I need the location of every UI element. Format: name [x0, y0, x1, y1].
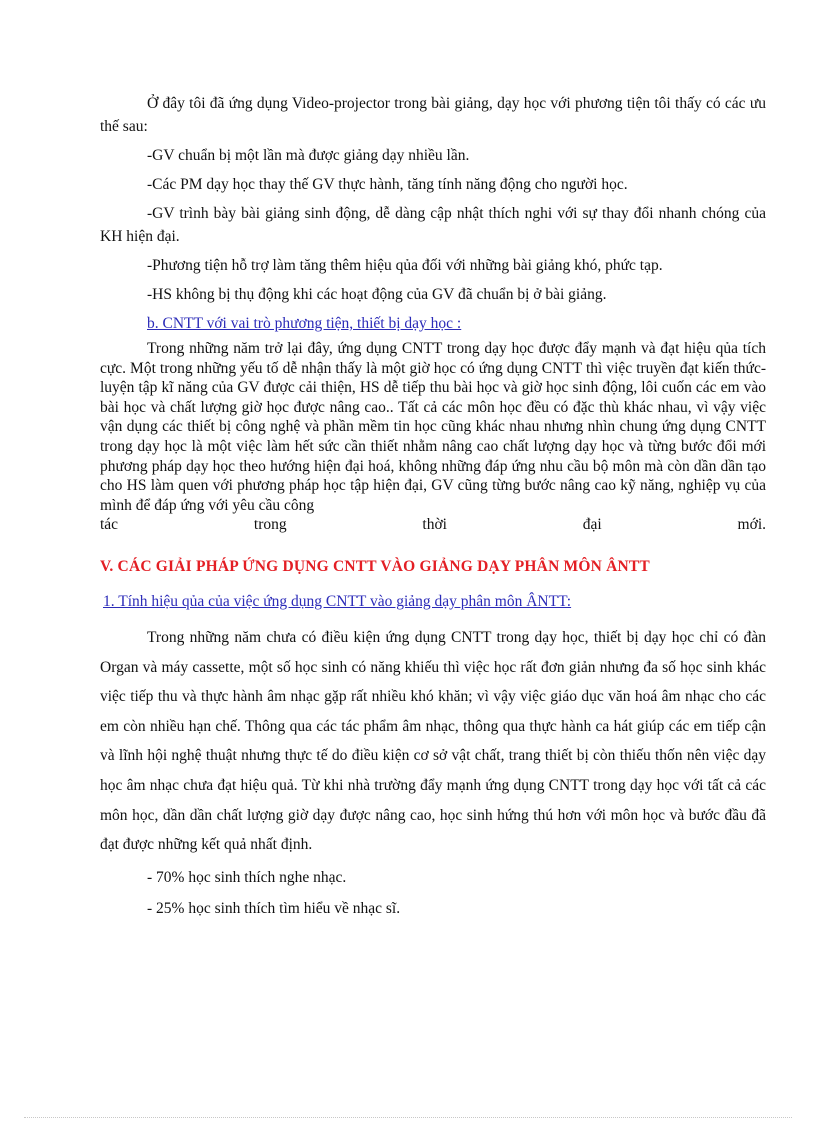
list-item: -GV trình bày bài giảng sinh động, dễ dàng cập nhật thích nghi với sự thay đổi nhanh chóng của KH hiện đại.	[100, 205, 766, 245]
section-v-paragraph: Trong những năm chưa có điều kiện ứng dụng CNTT trong dạy học, thiết bị dạy học chỉ có đàn Organ và máy cassette, một số học sinh có năng khiếu thì việc học rất đơn giản nhưng đa số học sinh khác việc tiếp thu và thực hành âm nhạc gặp rất nhiều khó khăn; vì vậy việc giáo dục văn hoá âm nhạc cho các em còn nhiều hạn chế. Thông qua các tác phẩm âm nhạc, thông qua thực hành ca hát giúp các em tiếp cận và lĩnh hội nghệ thuật nhưng thực tế do điều kiện cơ sở vật chất, trang thiết bị còn thiếu thốn nên việc dạy học âm nhạc chưa đạt hiệu quả. Từ khi nhà trường đẩy mạnh ứng dụng CNTT trong dạy học với tất cả các môn học, dần dần chất lượng giờ dạy được nâng cao, học sinh hứng thú hơn với môn học và bước đầu đã đạt được những kết quả nhất định.	[100, 628, 766, 854]
document-page	[100, 92, 766, 928]
list-item: -GV chuẩn bị một lần mà được giảng dạy nhiều lần.	[147, 147, 470, 164]
list-item: -Các PM dạy học thay thế GV thực hành, tăng tính năng động cho người học.	[147, 176, 628, 193]
section-v-subheading[interactable]: 1. Tính hiệu qủa của việc ứng dụng CNTT vào giảng dạy phân môn ÂNTT:	[103, 592, 572, 610]
section-b-paragraph: Trong những năm trở lại đây, ứng dụng CNTT trong dạy học được đẩy mạnh và đạt hiệu qủa tích cực. Một trong những yếu tố dễ nhận thấy là một giờ học có ứng dụng CNTT thì việc truyền đạt kiến thức- luyện tập kĩ năng của GV được cải thiện, HS dễ tiếp thu bài học và giờ học sinh động, lôi cuốn các em vào bài học và chất lượng giờ học được nâng cao.. Tất cả các môn học đều có đặc thù khác nhau, vì vậy việc vận dụng các thiết bị công nghệ và phần mềm tin học cũng khác nhau nhưng nhìn chung ứng dụng CNTT trong dạy học là một việc làm hết sức cần thiết nhằm nâng cao chất lượng dạy học và từng bước đổi mới phương pháp dạy học theo hướng hiện đại hoá, không những đáp ứng nhu cầu bộ môn mà còn dần dần tạo cho HS làm quen với phương pháp học tập hiện đại, GV cũng từng bước nâng cao kỹ năng, nghiệp vụ của mình để đáp ứng với yêu cầu công	[100, 340, 766, 514]
stat-item: - 25% học sinh thích tìm hiểu về nhạc sĩ.	[147, 899, 401, 917]
section-v-heading: V. CÁC GIẢI PHÁP ỨNG DỤNG CNTT VÀO GIẢNG DẠY PHÂN MÔN ÂNTT	[100, 557, 650, 575]
list-item: -HS không bị thụ động khi các hoạt động của GV đã chuẩn bị ở bài giảng.	[147, 286, 607, 303]
intro-paragraph: Ở đây tôi đã ứng dụng Video-projector trong bài giảng, dạy học với phương tiện tôi thấy có các ưu thế sau:	[100, 95, 766, 135]
section-b-last-line: tác trong thời đại mới.	[100, 516, 766, 534]
page-bottom-divider	[24, 1117, 792, 1118]
section-b-heading[interactable]: b. CNTT với vai trò phương tiện, thiết bị dạy học :	[147, 315, 462, 332]
list-item: -Phương tiện hỗ trợ làm tăng thêm hiệu qủa đối với những bài giảng khó, phức tạp.	[147, 257, 663, 274]
stat-item: - 70% học sinh thích nghe nhạc.	[147, 868, 347, 886]
